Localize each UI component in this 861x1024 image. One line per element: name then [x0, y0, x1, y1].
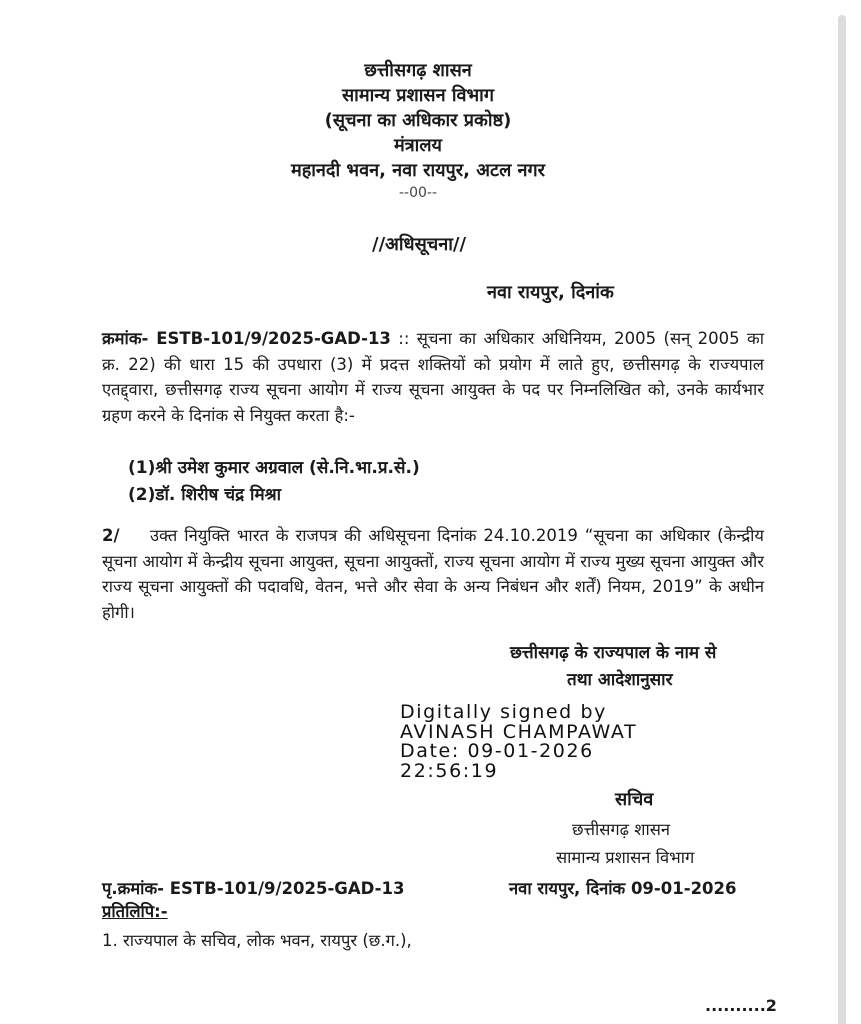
endorsement-reference: पृ.क्रमांक- ESTB-101/9/2025-GAD-13 — [102, 879, 405, 898]
signatory-designation: सचिव — [615, 789, 654, 810]
digital-signature-name: AVINASH CHAMPAWAT — [400, 720, 638, 743]
endorsement-date: नवा रायपुर, दिनांक 09-01-2026 — [509, 879, 737, 898]
digital-signature — [400, 703, 637, 781]
digital-signature-date: Date: 09-01-2026 — [400, 740, 594, 762]
header-separator: --00-- — [398, 185, 438, 201]
vertical-scrollbar[interactable] — [838, 15, 846, 1024]
paragraph-1 — [102, 326, 764, 428]
paragraph-1-text: :: सूचना का अधिकार अधिनियम, 2005 (सन् 2005 का क्र. 22) की धारा 15 की उपधारा (3) में प्रदत्त शक्तियों को प्रयोग में लाते हुए, छत्तीसगढ़ के राज्यपाल एतद्द्वारा, छत्तीसगढ़ राज्य सूचना आयोग में राज्य सूचना आयुक्त के पद पर निम्नलिखित को, उनके कार्यभार ग्रहण करने के दिनांक से नियुक्त करता है:- — [102, 329, 764, 425]
order-reference: क्रमांक- ESTB-101/9/2025-GAD-13 — [102, 329, 391, 348]
header-department: सामान्य प्रशासन विभाग — [342, 85, 494, 106]
header-cell: (सूचना का अधिकार प्रकोष्ठ) — [324, 110, 512, 131]
digital-signature-time: 22:56:19 — [400, 759, 499, 782]
header-ministry: मंत्रालय — [393, 135, 442, 156]
header-government: छत्तीसगढ़ शासन — [364, 60, 472, 81]
paragraph-2 — [102, 523, 764, 625]
paragraph-2-text: उक्त नियुक्ति भारत के राजपत्र की अधिसूचना दिनांक 24.10.2019 “सूचना का अधिकार (केन्द्रीय सूचना आयोग में केन्द्रीय सूचना आयुक्त, सूचना आयुक्तों, राज्य सूचना आयोग में राज्य मुख्य सूचना आयुक्त और राज्य सूचना आयुक्तों की पदावधि, वेतन, भत्ते और सेवा के अन्य निबंधन और शर्तें) नियम, 2019” के अधीन होगी। — [102, 526, 764, 622]
appointee-2: (2)डॉ. शिरीष चंद्र मिश्रा — [128, 485, 282, 505]
copy-item: 1. राज्यपाल के सचिव, लोक भवन, रायपुर (छ.ग.), — [102, 931, 412, 950]
signatory-government: छत्तीसगढ़ शासन — [572, 820, 671, 839]
signatory-department: सामान्य प्रशासन विभाग — [556, 848, 695, 867]
signature-authority-line-1: छत्तीसगढ़ के राज्यपाल के नाम से — [510, 643, 717, 663]
place-date: नवा रायपुर, दिनांक — [487, 282, 614, 303]
header-address: महानदी भवन, नवा रायपुर, अटल नगर — [290, 160, 546, 181]
paragraph-2-number: 2/ — [102, 526, 120, 545]
digital-signature-line: Digitally signed by — [400, 701, 607, 723]
appointee-1: (1)श्री उमेश कुमार अग्रवाल (से.नि.भा.प्र.से.) — [128, 458, 420, 478]
copy-heading: प्रतिलिपि:- — [102, 902, 168, 921]
notification-title: //अधिसूचना// — [372, 234, 467, 255]
signature-authority-line-2: तथा आदेशानुसार — [567, 670, 673, 690]
page-continuation: ..........2 — [705, 996, 777, 1015]
